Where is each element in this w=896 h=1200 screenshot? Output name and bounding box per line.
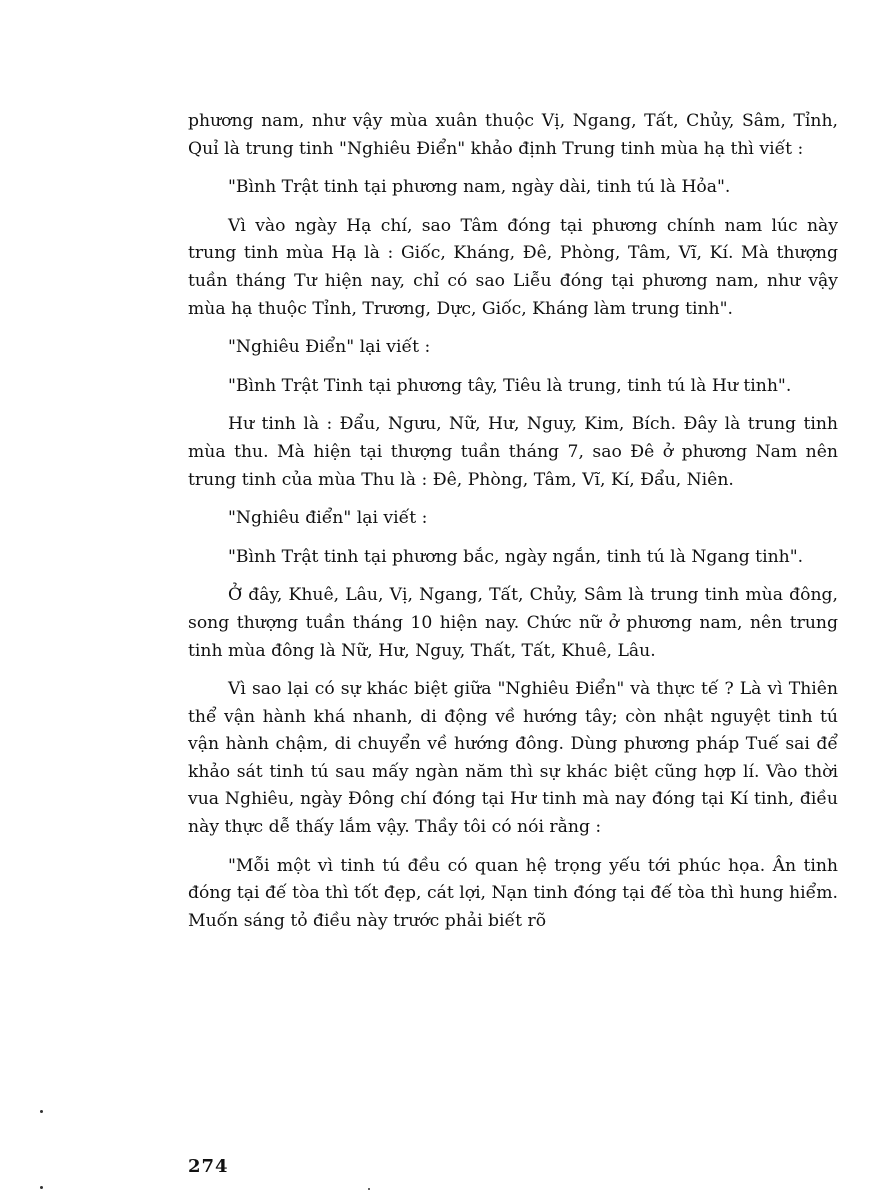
- paragraph: "Bình Trật tinh tại phương bắc, ngày ngắn, tinh tú là Ngang tinh".: [228, 546, 804, 567]
- paragraph: "Nghiêu Điển" lại viết :: [228, 337, 431, 358]
- paragraph: Vì sao lại có sự khác biệt giữa "Nghiêu Điển" và thực tế ? Là vì Thiên thể vận hành khá nhanh, di động về hướng tây; còn nhật nguyệt tinh tú vận hành chậm, di chuyển về hướng đông. Dùng phương pháp Tuế sai để khảo sát tinh tú sau mấy ngàn năm thì sự khác biệt cũng hợp lí. Vào thời vua Nghiêu, ngày Đông chí đóng tại Hư tinh mà nay đóng tại Kí tinh, điều này thực dễ thấy lắm vậy. Thầy tôi có nói rằng :: [188, 679, 838, 838]
- paragraph: "Mỗi một vì tinh tú đều có quan hệ trọng yếu tới phúc họa. Ân tinh đóng tại đế tòa thì tốt đẹp, cát lợi, Nạn tinh đóng tại đế tòa thì hung hiểm. Muốn sáng tỏ điều này trước phải biết rõ: [188, 855, 838, 931]
- page-body: [188, 108, 838, 946]
- paragraph: phương nam, như vậy mùa xuân thuộc Vị, Ngang, Tất, Chủy, Sâm, Tỉnh, Quỉ là trung tinh "Nghiêu Điển" khảo định Trung tinh mùa hạ thì viết :: [188, 111, 838, 159]
- paragraph: Vì vào ngày Hạ chí, sao Tâm đóng tại phương chính nam lúc này trung tinh mùa Hạ là : Giốc, Kháng, Đê, Phòng, Tâm, Vĩ, Kí. Mà thượng tuần tháng Tư hiện nay, chỉ có sao Liễu đóng tại phương nam, như vậy mùa hạ thuộc Tỉnh, Trương, Dực, Giốc, Kháng làm trung tinh".: [188, 215, 838, 319]
- scan-speck: [40, 1186, 43, 1189]
- page-number: 274: [188, 1156, 229, 1177]
- paragraph: Hư tinh là : Đẩu, Ngưu, Nữ, Hư, Nguy, Kim, Bích. Đây là trung tinh mùa thu. Mà hiện tại thượng tuần tháng 7, sao Đê ở phương Nam nên trung tinh của mùa Thu là : Đê, Phòng, Tâm, Vĩ, Kí, Đẩu, Niên.: [188, 414, 838, 490]
- scan-speck: [368, 1188, 370, 1190]
- paragraph: "Nghiêu điển" lại viết :: [228, 508, 428, 529]
- paragraph: "Bình Trật Tinh tại phương tây, Tiêu là trung, tinh tú là Hư tinh".: [228, 375, 792, 396]
- paragraph: Ở đây, Khuê, Lâu, Vị, Ngang, Tất, Chủy, Sâm là trung tinh mùa đông, song thượng tuần tháng 10 hiện nay. Chức nữ ở phương nam, nên trung tinh mùa đông là Nữ, Hư, Nguy, Thất, Tất, Khuê, Lâu.: [188, 585, 838, 661]
- scan-speck: [40, 1110, 43, 1113]
- paragraph: "Bình Trật tinh tại phương nam, ngày dài, tinh tú là Hỏa".: [228, 177, 731, 198]
